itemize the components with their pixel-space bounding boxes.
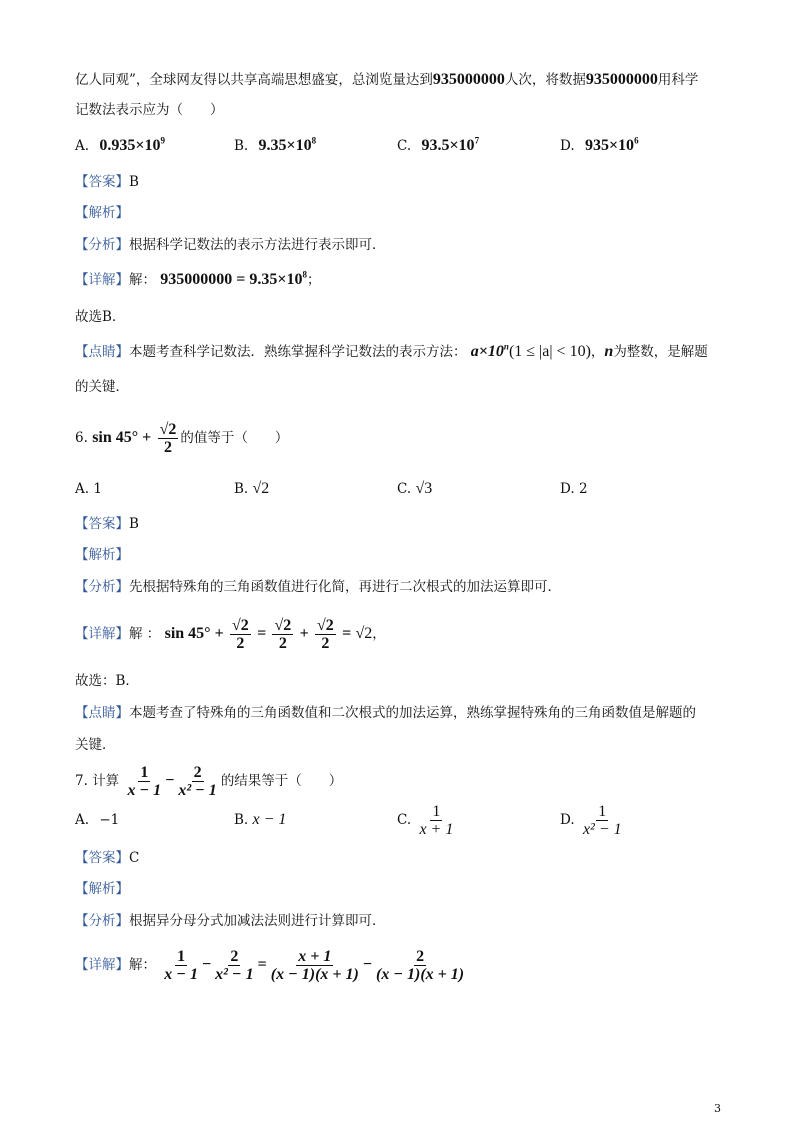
q6-dianjing-line1 [75,703,696,723]
answer-value: B [129,516,139,532]
answer-value: B [129,174,139,190]
option-text: √3 [415,480,433,497]
xiangjie-fraction-3 [315,617,336,652]
fenxi-tag: 【分析】 [75,579,129,595]
q6-option-a [75,479,102,499]
dianjing-condition: (1 ≤ |a| < 10) [508,343,591,360]
q5-dianjing-line1 [75,342,708,362]
option-exponent: 9 [160,135,165,146]
dianjing-math [471,343,509,360]
q7-option-d [560,800,626,840]
option-letter: D. [560,812,575,828]
dianjing-n: n [604,343,614,360]
option-letter: B. [234,812,249,828]
q7-stem-text: 的结果等于（ ） [220,773,343,789]
option-letter: D. [560,481,575,497]
option-mantissa: 935×10 [584,137,635,154]
fraction-numerator: 1 [432,803,441,820]
q5-option-d [560,136,639,156]
q5-analysis-tag: 【解析】 [75,205,129,221]
fraction-denominator: x − 1 [127,782,162,799]
fraction-denominator: 2 [163,439,172,456]
dianjing-text: 本题考查科学记数法．熟练掌握科学记数法的表示方法： [129,344,467,360]
q6-option-d [560,479,588,499]
fraction-numerator: √2 [159,421,177,438]
option-letter: A. [75,481,90,497]
q6-option-b [234,479,269,499]
option-exponent: 8 [311,135,317,146]
option-text: √2 [252,480,270,497]
option-mantissa: 93.5×10 [421,137,475,154]
answer-value: C [129,850,140,866]
q7-stem [75,760,342,802]
q7-fraction-2 [176,764,219,799]
q5-stem-text: 亿人同观”，全球网友得以共享高端思想盛宴，总浏览量达到 [75,72,433,88]
q6-option-c [397,479,432,499]
q7-fraction-1 [125,764,163,799]
q6-stem [75,420,288,456]
q6-fenxi-line [75,577,561,597]
q7-xiangjie-line: 【详解】解： $\frac{1}{x - 1}$ − $\frac{2}{\text{x² − 1}}$ = $\frac{x + 1}{(x - 1)(x + 1)}$ − $\frac{2}{(x - 1)(x + 1)}$ [75,948,465,983]
fenxi-text: 根据异分母分式加减法法则进行计算即可． [129,913,386,929]
option-letter: B. [234,138,249,154]
q5-number-value-2: 935000000 [585,71,658,88]
xiangjie-fraction-1 [230,617,251,652]
q7-option-b [234,810,286,830]
answer-tag: 【答案】 [75,174,129,190]
fraction-numerator: 1 [177,948,186,965]
xiangjie-sin-expr: sin 45° + [164,625,224,642]
q6-xiangjie-line: 【详解】解 ： sin 45° + $\frac{√2}{2}$ = $\frac{√2}{2}$ + $\frac{√2}{2}$ = √2， [75,617,386,652]
fraction-numerator: √2 [231,617,249,634]
q6-sin-expr: sin 45° + [92,429,152,446]
xiangjie-prefix: 解 ： [129,626,161,642]
option-letter: C. [397,138,412,154]
fraction-denominator: x² − 1 [582,821,622,838]
q5-stem-line1 [75,70,698,90]
dianjing-text: 本题考查了特殊角的三角函数值和二次根式的加法运算，熟练掌握特殊角的三角函数值是解题的 [129,705,696,721]
option-letter: D. [560,138,575,154]
dianjing-text-post: 为整数，是解题 [613,344,708,360]
question-number: 7. [75,773,88,789]
fraction-denominator: x² − 1 [215,966,254,983]
fraction-numerator: 1 [140,764,149,781]
q5-option-a [75,136,165,156]
answer-tag: 【答案】 [75,850,129,866]
q5-stem-line2: 记数法表示应为（ ） [75,102,224,118]
q6-dianjing-line2: 关键． [75,737,116,753]
xiangjie-math [160,271,307,288]
minus-sign: − [362,956,372,973]
dianjing-math-text: a×10 [470,343,504,360]
xiangjie-suffix: ； [307,272,321,288]
answer-tag: 【答案】 [75,516,129,532]
q7-stem-prefix: 计算 [92,773,120,789]
q7-analysis-tag: 【解析】 [75,881,129,897]
q6-fraction [158,421,179,456]
option-exponent: 7 [474,135,480,146]
q5-stem-text-mid: 人次，将数据 [504,72,586,88]
q7-option-a [75,810,119,830]
xiangjie-tag: 【详解】 [75,272,129,288]
xiangjie-result: √2 [355,625,373,642]
option-math [259,137,317,154]
fraction-denominator: x − 1 [164,966,198,983]
q7-answer-line [75,848,139,868]
fraction-numerator: √2 [274,617,292,634]
option-fraction [417,803,455,838]
fenxi-text: 根据科学记数法的表示方法进行表示即可． [129,237,386,253]
xiangjie-fraction-2 [272,617,293,652]
fraction-denominator: (x − 1)(x + 1) [376,966,465,983]
q5-fenxi-line [75,235,386,255]
dianjing-math-exponent: n [503,341,509,352]
q5-option-b [234,136,316,156]
q5-xiangjie-line [75,270,321,290]
dianjing-tag: 【点睛】 [75,344,129,360]
option-letter: B. [234,481,249,497]
fenxi-tag: 【分析】 [75,237,129,253]
xiangjie-fraction-3 [269,948,361,983]
xiangjie-fraction-4 [374,948,466,983]
xiangjie-prefix: 解： [129,272,156,288]
fenxi-text: 先根据特殊角的三角函数值进行化简，再进行二次根式的加法运算即可． [129,579,561,595]
fraction-denominator: 2 [278,635,287,652]
q5-dianjing-line2: 的关键． [75,379,129,395]
fraction-denominator: x² − 1 [178,782,217,799]
dianjing-comma: ， [590,344,605,360]
option-letter: A. [75,812,90,828]
q5-stem-text-post: 用科学 [657,72,699,88]
q7-option-c [397,800,457,840]
option-text: 2 [578,481,588,497]
q6-analysis-tag: 【解析】 [75,547,129,563]
option-math [99,137,165,154]
option-fraction [581,803,624,838]
q5-answer-line [75,172,139,192]
fenxi-tag: 【分析】 [75,913,129,929]
fraction-numerator: 2 [230,948,239,965]
q5-option-c [397,136,479,156]
fraction-denominator: 2 [321,635,330,652]
option-math [585,137,639,154]
minus-sign: − [165,772,175,789]
option-mantissa: 0.935×10 [99,137,161,154]
fraction-numerator: x + 1 [298,948,332,965]
option-text: x − 1 [252,811,287,828]
option-letter: C. [397,812,412,828]
minus-sign: − [202,956,212,973]
fraction-denominator: x + 1 [419,821,454,838]
q5-conclusion: 故选B． [75,309,126,325]
fraction-denominator: 2 [236,635,245,652]
option-text: 1 [93,481,102,497]
option-letter: C. [397,481,412,497]
option-text: −1 [99,812,120,828]
question-number: 6. [75,430,88,446]
xiangjie-fraction-1 [162,948,200,983]
dianjing-tag: 【点睛】 [75,705,129,721]
fraction-numerator: 2 [416,948,425,965]
fraction-numerator: √2 [316,617,334,634]
option-math [421,137,479,154]
xiangjie-exponent: 8 [302,269,308,280]
q5-number-value: 935000000 [432,71,505,88]
fraction-numerator: 1 [598,803,607,820]
q6-answer-line [75,514,139,534]
xiangjie-fraction-2 [213,948,256,983]
xiangjie-math-text: 935000000 = 9.35×10 [160,271,303,288]
xiangjie-prefix: 解： [129,957,156,973]
option-exponent: 6 [634,135,639,146]
fraction-numerator: 2 [193,764,202,781]
q7-fenxi-line [75,911,386,931]
xiangjie-tag: 【详解】 [75,957,129,973]
option-letter: A. [75,138,90,154]
page-number: 3 [714,1102,721,1115]
xiangjie-tag: 【详解】 [75,626,129,642]
option-mantissa: 9.35×10 [258,137,312,154]
q6-conclusion: 故选：B． [75,673,139,689]
q6-stem-text: 的值等于（ ） [180,430,289,446]
fraction-denominator: (x − 1)(x + 1) [270,966,359,983]
